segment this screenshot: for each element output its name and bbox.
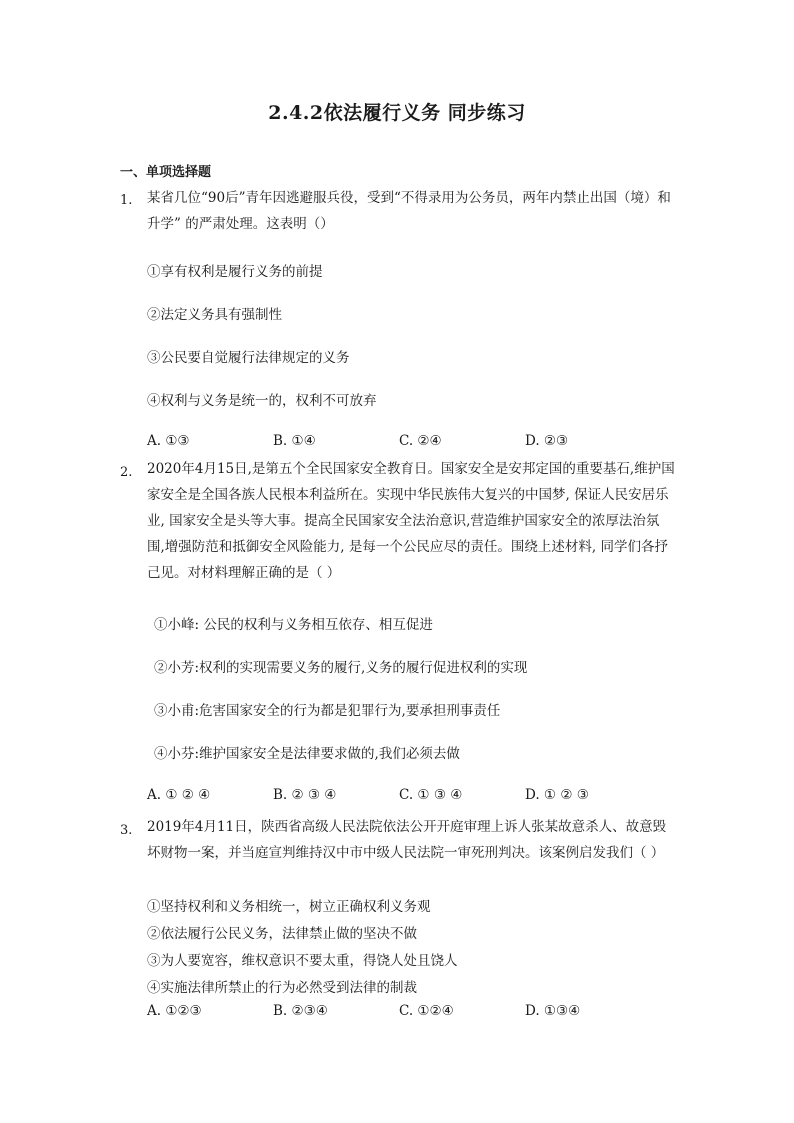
question-1-statement-1: ①享有权利是履行义务的前提 xyxy=(147,264,323,280)
question-2-options xyxy=(147,787,677,807)
section-heading: 一、单项选择题 xyxy=(120,165,212,180)
question-3-option-d: D. ①③④ xyxy=(525,1003,581,1019)
question-1-statement-4: ④权利与义务是统一的，权利不可放弃 xyxy=(147,393,377,409)
question-2-number: 2. xyxy=(120,465,133,480)
question-3-statement-4: ④实施法律所禁止的行为必然受到法律的制裁 xyxy=(147,980,417,996)
question-3-statement-2: ②依法履行公民义务，法律禁止做的坚决不做 xyxy=(147,926,417,942)
question-2-option-c: C. ① ③ ④ xyxy=(399,787,463,803)
question-3-number: 3. xyxy=(120,823,133,838)
question-2-statement-2: ②小芳:权利的实现需要义务的履行,义务的履行促进权利的实现 xyxy=(154,660,528,676)
question-3-statement-1: ①坚持权利和义务相统一，树立正确权利义务观 xyxy=(147,899,431,915)
question-1-option-b: B. ①④ xyxy=(273,433,316,449)
question-3-statement-3: ③为人要宽容，维权意识不要太重，得饶人处且饶人 xyxy=(147,953,458,969)
question-1-options xyxy=(147,433,677,453)
question-2-statement-3: ③小甫:危害国家安全的行为都是犯罪行为,要承担刑事责任 xyxy=(154,703,501,719)
question-2-statement-1: ①小峰: 公民的权利与义务相互依存、相互促进 xyxy=(154,617,433,633)
question-2-statement-4: ④小芬:维护国家安全是法律要求做的,我们必须去做 xyxy=(154,746,460,762)
question-1-option-c: C. ②④ xyxy=(399,433,442,449)
question-1-option-d: D. ②③ xyxy=(525,433,569,449)
question-1-option-a: A. ①③ xyxy=(147,433,190,449)
question-1-number: 1. xyxy=(120,193,133,208)
question-2-option-a: A. ① ② ④ xyxy=(147,787,211,803)
question-3-text: 2019年4月11日，陕西省高级人民法院依法公开开庭审理上诉人张某故意杀人、故意毁坏财物一案，并当庭宣判维持汉中市中级人民法院一审死刑判决。该案例启发我们（ ） xyxy=(147,819,667,861)
page-title: 2.4.2依法履行义务 同步练习 xyxy=(268,102,526,124)
question-2-option-d: D. ① ② ③ xyxy=(525,787,589,803)
question-1-statement-3: ③公民要自觉履行法律规定的义务 xyxy=(147,350,350,366)
question-1-text: 某省几位“90后”青年因逃避服兵役，受到“不得录用为公务员，两年内禁止出国（境）和升学” 的严肃处理。这表明（） xyxy=(147,190,671,232)
question-3-option-c: C. ①②④ xyxy=(399,1003,454,1019)
question-1-statement-2: ②法定义务具有强制性 xyxy=(147,307,282,323)
question-2-option-b: B. ② ③ ④ xyxy=(273,787,337,803)
question-3-options xyxy=(147,1003,677,1023)
question-3-option-b: B. ②③④ xyxy=(273,1003,328,1019)
question-2-text: 2020年4月15日,是第五个全民国家安全教育日。国家安全是安邦定国的重要基石,维护国家安全是全国各族人民根本利益所在。实现中华民族伟大复兴的中国梦, 保证人民安居乐业, 国家安全是头等大事。提高全民国家安全法治意识,营造维护国家安全的浓厚法治氛围,增强防范和抵御安全风险能力, 是每一个公民应尽的责任。围绕上述材料, 同学们各抒己见。对材料理解正确的是（ ） xyxy=(147,461,675,581)
question-3-option-a: A. ①②③ xyxy=(147,1003,202,1019)
